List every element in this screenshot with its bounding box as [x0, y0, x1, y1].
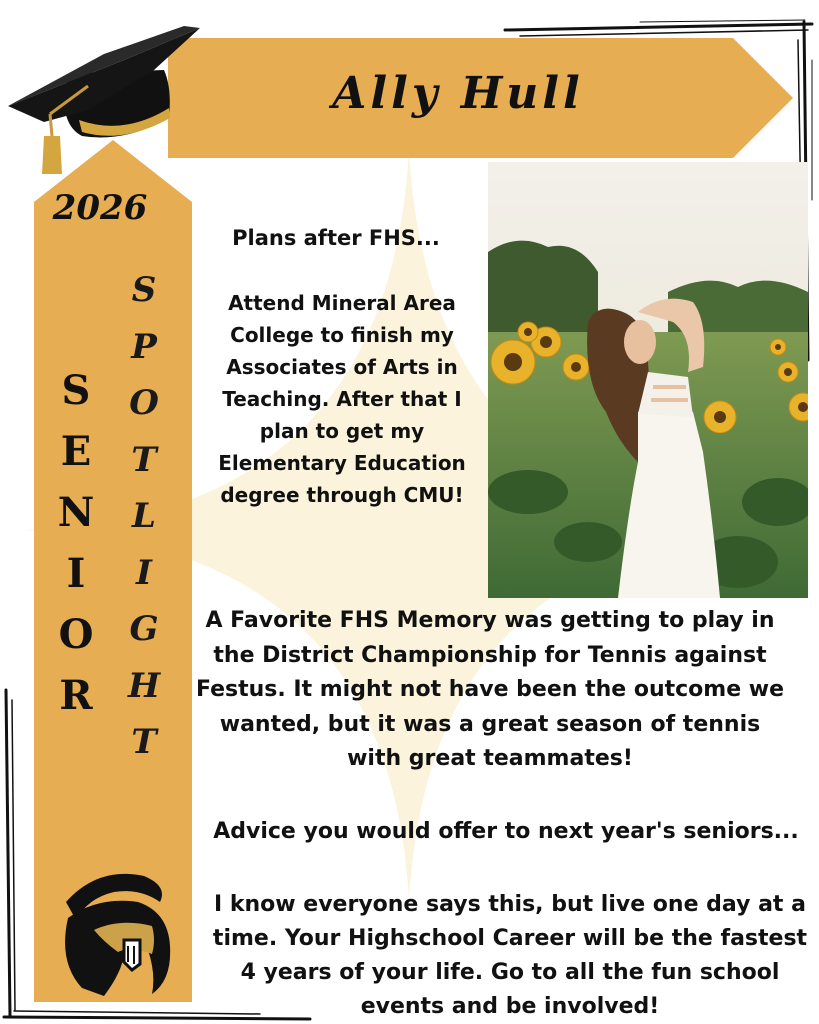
spotlight-letter: H: [127, 665, 161, 706]
plans-heading: Plans after FHS...: [232, 226, 440, 250]
senior-letter: E: [60, 428, 92, 475]
advice-body: I know everyone says this, but live one day at a time. Your Highschool Career will be the fastest 4 years of your life. Go to all the fun school events and be involved!: [212, 892, 808, 1019]
spotlight-letter: T: [131, 439, 157, 480]
spotlight-letter: L: [132, 496, 156, 536]
favorite-memory-text: A Favorite FHS Memory was getting to play in the District Championship for Tennis against Festus. It might not have been the outcome we wanted, but it was a great season of tennis with great teammates!: [195, 608, 785, 771]
spotlight-letter: G: [129, 609, 159, 649]
senior-letter: N: [57, 489, 95, 536]
spotlight-letter: O: [129, 383, 159, 423]
senior-letter: O: [58, 611, 94, 658]
student-name: Ally Hull: [332, 68, 584, 119]
spotlight-letter: S: [131, 270, 157, 310]
spotlight-letter: I: [136, 552, 152, 593]
plans-body: Attend Mineral Area College to finish my Associates of Arts in Teaching. After that I plan to get my Elementary Education degree through CMU!: [218, 291, 466, 507]
senior-vertical-text: [54, 360, 98, 726]
class-year: 2026: [52, 188, 148, 228]
senior-portrait-photo: [488, 162, 808, 598]
spotlight-letter: T: [131, 722, 157, 762]
advice-heading: Advice you would offer to next year's seniors...: [213, 819, 799, 844]
senior-letter: S: [61, 367, 91, 414]
spotlight-letter: P: [131, 326, 157, 367]
senior-letter: I: [66, 550, 86, 597]
spotlight-vertical-text: [120, 262, 168, 771]
spartan-helmet-icon: [48, 862, 178, 1002]
senior-letter: R: [59, 672, 93, 719]
